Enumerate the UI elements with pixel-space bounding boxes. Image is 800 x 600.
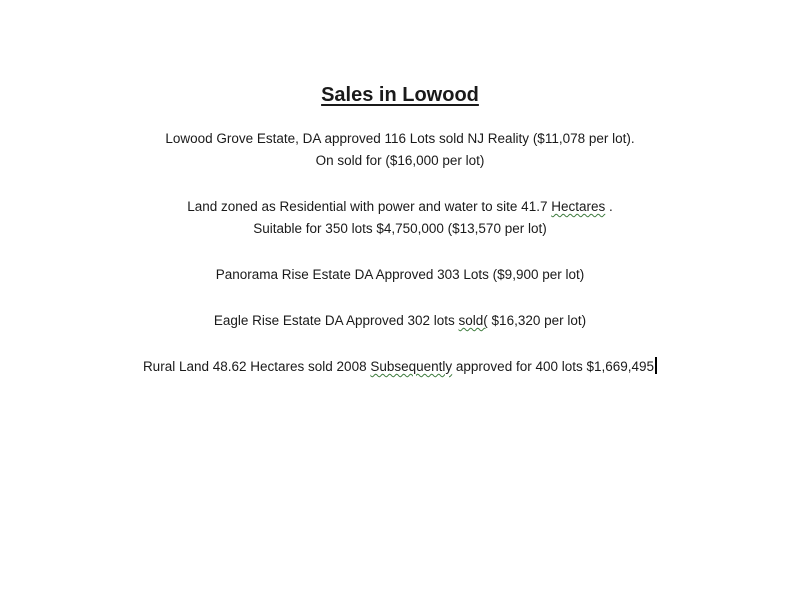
entry-panorama-rise-line-1: Panorama Rise Estate DA Approved 303 Lots ($9,900 per lot): [215, 267, 585, 282]
spellcheck-flagged-word: Subsequently: [370, 359, 453, 374]
text-span: Eagle Rise Estate DA Approved 302 lots: [213, 313, 459, 328]
text-cursor: [655, 357, 657, 374]
document-title: Sales in Lowood: [321, 84, 479, 106]
entry-lowood-grove-line-1: Lowood Grove Estate, DA approved 116 Lots sold NJ Reality ($11,078 per lot).: [165, 131, 635, 146]
text-span: .: [605, 199, 613, 214]
text-span: Rural Land 48.62 Hectares sold 2008: [142, 359, 371, 374]
entry-rural-land-line-1: [0, 357, 800, 376]
spellcheck-flagged-word: sold(: [458, 313, 488, 328]
entry-residential-land-line-2: Suitable for 350 lots $4,750,000 ($13,570 per lot): [253, 221, 547, 236]
spellcheck-flagged-word: Hectares: [551, 199, 606, 214]
text-span: Land zoned as Residential with power and water to site 41.7: [187, 199, 552, 214]
entry-residential-land-line-1: [0, 198, 800, 216]
entry-eagle-rise-line-1: [0, 312, 800, 330]
entry-lowood-grove-line-2: On sold for ($16,000 per lot): [315, 153, 485, 168]
text-span: $16,320 per lot): [487, 313, 587, 328]
text-span: approved for 400 lots $1,669,495: [452, 359, 655, 374]
